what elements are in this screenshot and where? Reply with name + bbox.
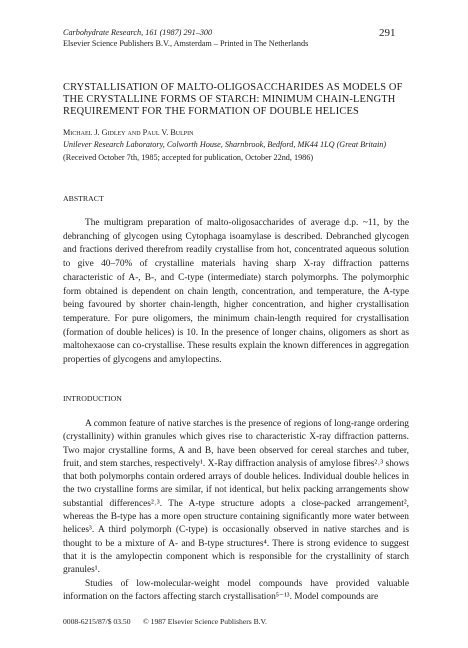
introduction-heading: INTRODUCTION bbox=[63, 394, 122, 403]
abstract-heading: ABSTRACT bbox=[63, 194, 104, 203]
abstract-text bbox=[63, 217, 409, 368]
journal-citation: Carbohydrate Research, 161 (1987) 291–300 bbox=[63, 28, 213, 37]
page-number: 291 bbox=[379, 27, 396, 39]
copyright-notice: © 1987 Elsevier Science Publishers B.V. bbox=[143, 617, 267, 626]
abstract-paragraph: The multigram preparation of malto-oligosaccharides of average d.p. ~11, by the debranching of glycogen using Cytophaga isoamylase is described. Debranched glycogen and fractions derived therefrom readily crystallise from hot, concentrated aqueous solution to give 40–70% of crystalline materials having sharp X-ray diffraction patterns characteristic of A-, B-, and C-type (intermediate) starch polymorphs. The polymorphic form obtained is dependent on chain length, concentration, and temperature, the A-type being favoured by shorter chain-length, higher concentration, and higher crystallisation temperature. For pure oligomers, the minimum chain-length required for crystallisation (formation of double helices) is 10. In the presence of longer chains, oligomers as short as maltohexaose can co-crystallise. These results explain the known differences in aggregation properties of glycogens and amylopectins. bbox=[63, 218, 409, 366]
article-code: 0008-6215/87/$ 03.50 bbox=[63, 617, 131, 626]
introduction-text bbox=[63, 418, 409, 604]
page-footer bbox=[63, 617, 409, 626]
article-authors: Michael J. Gidley and Paul V. Bulpin bbox=[63, 128, 194, 137]
publisher-line: Elsevier Science Publishers B.V., Amsterdam – Printed in The Netherlands bbox=[63, 38, 309, 48]
article-title: CRYSTALLISATION OF MALTO-OLIGOSACCHARIDES AS MODELS OF THE CRYSTALLINE FORMS OF STARCH: MINIMUM CHAIN-LENGTH REQUIREMENT FOR THE FORMATION OF DOUBLE HELICES bbox=[63, 82, 403, 118]
introduction-paragraph-1: A common feature of native starches is the presence of regions of long-range ordering (crystallinity) within granules which gives rise to characteristic X-ray diffraction patterns. Two major crystalline forms, A and B, have been observed for cereal starches and tuber, fruit, and stem starches, respectively¹. X-Ray diffraction analysis of amylose fibres²˒³ shows that both polymorphs contain ordered arrays of double helices. Individual double helices in the two crystalline forms are similar, if not identical, but helix packing arrangements show substantial differences²˒³. The A-type structure adopts a close-packed arrangement², whereas the B-type has a more open structure containing significantly more water between helices³. A third polymorph (C-type) is occasionally observed in native starches and is thought to be a mixture of A- and B-type structures⁴. There is strong evidence to suggest that it is the amylopectin component which is responsible for the crystallinity of starch granules¹. bbox=[63, 419, 409, 576]
author-affiliation: Unilever Research Laboratory, Colworth House, Sharnbrook, Bedford, MK44 1LQ (Great Britain) bbox=[63, 140, 387, 149]
received-dates: (Received October 7th, 1985; accepted for publication, October 22nd, 1986) bbox=[63, 153, 314, 162]
introduction-paragraph-2: Studies of low-molecular-weight model compounds have provided valuable information on the factors affecting starch crystallisation⁵⁻¹³. Model compounds are bbox=[63, 578, 409, 602]
journal-header bbox=[63, 28, 403, 49]
